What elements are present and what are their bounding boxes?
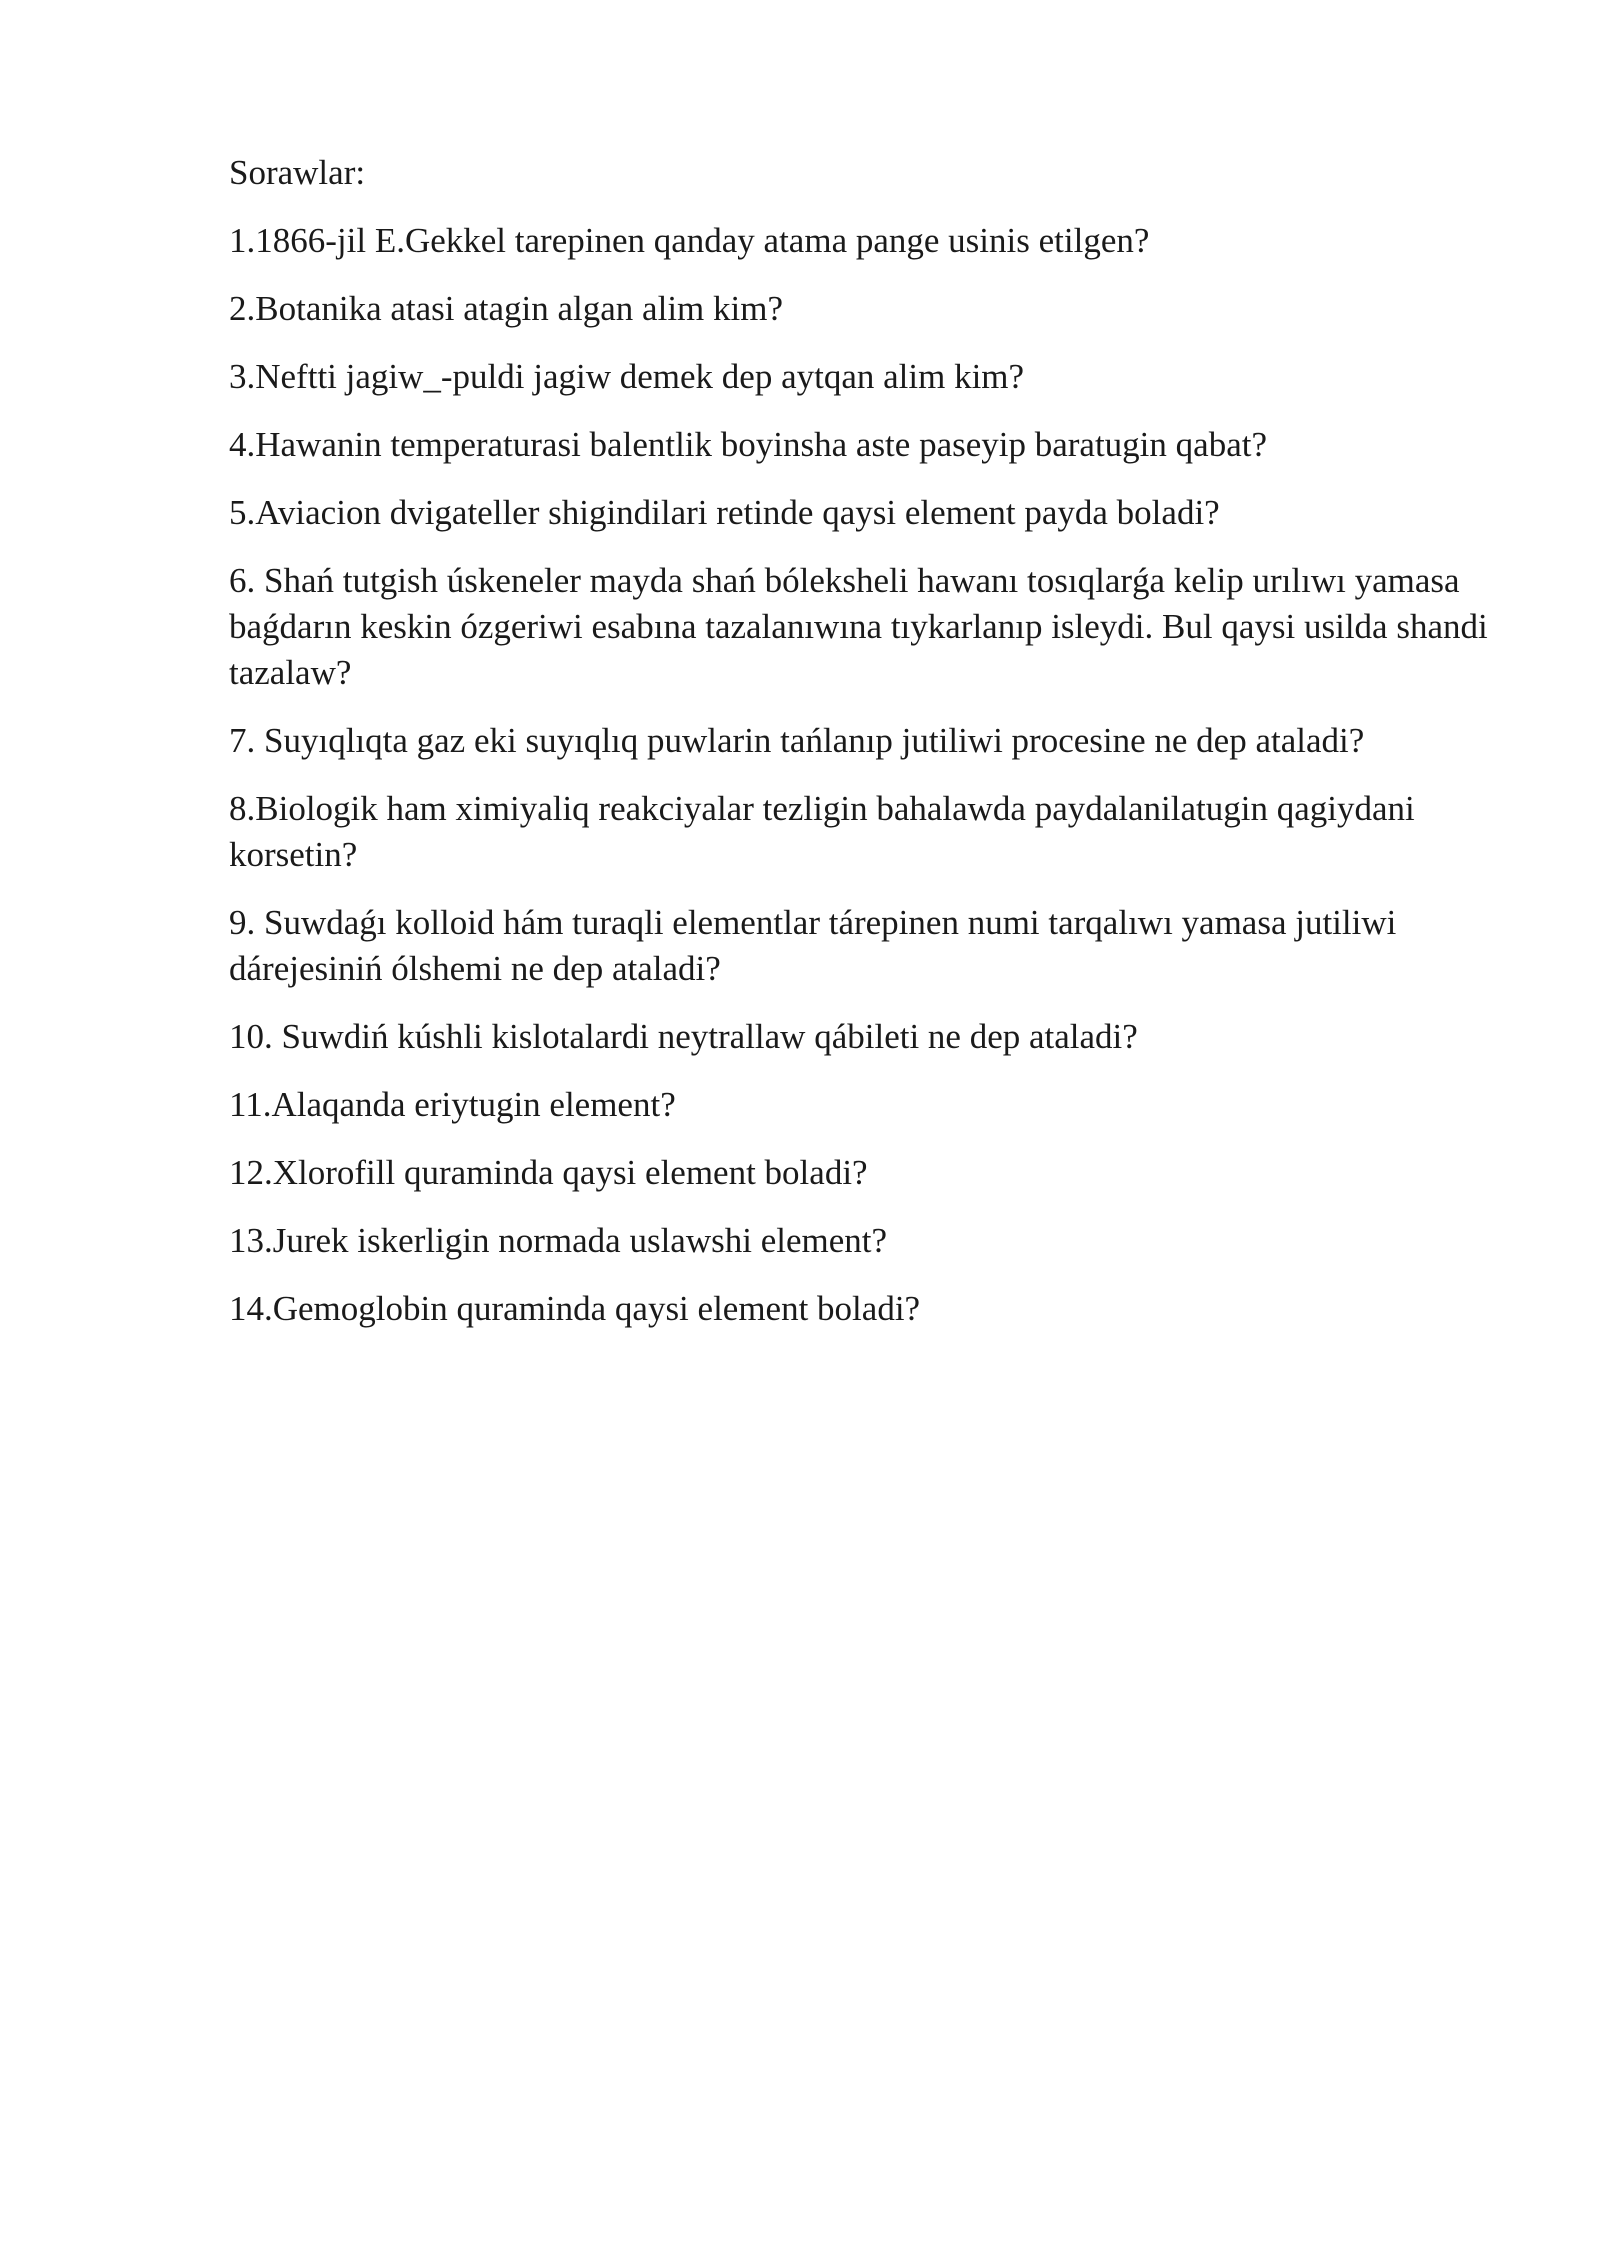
question-9: 9. Suwdaǵı kolloid hám turaqli elementlar tárepinen numi tarqalıwı yamasa jutiliwi dárejesiniń ólshemi ne dep ataladi? (229, 903, 1397, 988)
question-1: 1.1866-jil E.Gekkel tarepinen qanday atama pange usinis etilgen? (229, 221, 1150, 260)
question-12: 12.Xlorofill quraminda qaysi element boladi? (229, 1153, 868, 1192)
question-5: 5.Aviacion dvigateller shigindilari retinde qaysi element payda boladi? (229, 493, 1220, 532)
question-7: 7. Suyıqlıqta gaz eki suyıqlıq puwlarin tańlanıp jutiliwi procesine ne dep ataladi? (229, 721, 1365, 760)
question-8: 8.Biologik ham ximiyaliq reakciyalar tezligin bahalawda paydalanilatugin qagiydani korsetin? (229, 789, 1415, 874)
question-14: 14.Gemoglobin quraminda qaysi element boladi? (229, 1289, 921, 1328)
question-13: 13.Jurek iskerligin normada uslawshi element? (229, 1221, 888, 1260)
question-6: 6. Shań tutgish úskeneler mayda shań bóleksheli hawanı tosıqlarǵa kelip urılıwı yamasa baǵdarın keskin ózgeriwi esabına tazalanıwına tıykarlanıp isleydi. Bul qaysi usilda shandi tazalaw? (229, 561, 1488, 692)
question-11: 11.Alaqanda eriytugin element? (229, 1085, 676, 1124)
question-4: 4.Hawanin temperaturasi balentlik boyinsha aste paseyip baratugin qabat? (229, 425, 1267, 464)
question-2: 2.Botanika atasi atagin algan alim kim? (229, 289, 784, 328)
question-10: 10. Suwdiń kúshli kislotalardi neytrallaw qábileti ne dep ataladi? (229, 1017, 1138, 1056)
document-heading: Sorawlar: (229, 153, 366, 192)
question-3: 3.Neftti jagiw_-puldi jagiw demek dep aytqan alim kim? (229, 357, 1025, 396)
document-body (229, 150, 1519, 1354)
